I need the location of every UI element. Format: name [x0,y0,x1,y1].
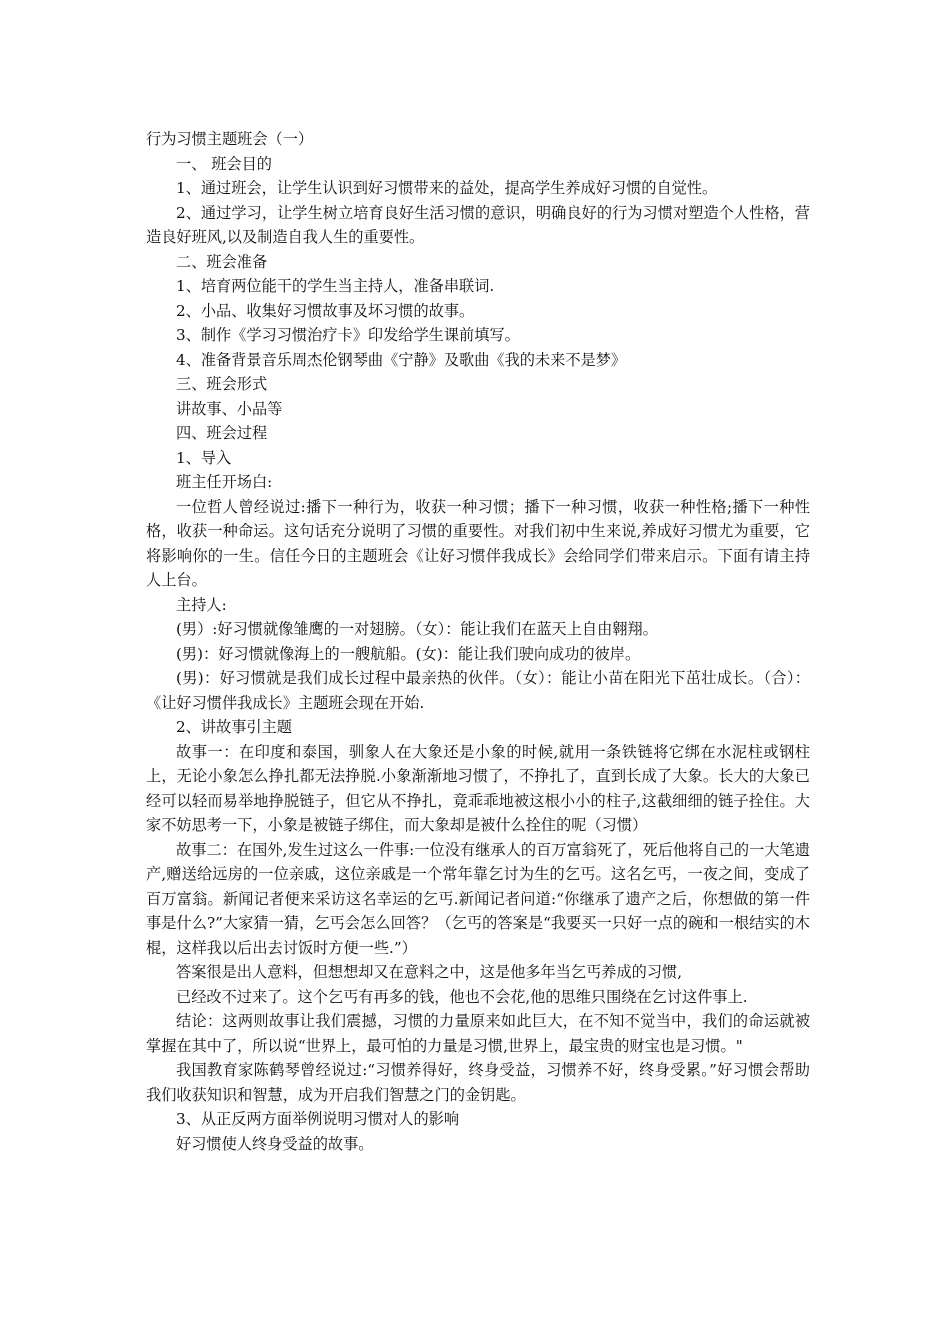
subheading-examples: 3、从正反两方面举例说明习惯对人的影响 [176,1110,460,1128]
paragraph: 3、制作《学习习惯治疗卡》印发给学生课前填写。 [176,326,520,344]
document-body [146,127,810,1156]
paragraph: 我国教育家陈鹤琴曾经说过:“习惯养得好，终身受益，习惯养不好，终身受累。”好习惯会帮助我们收获知识和智慧，成为开启我们智慧之门的金钥匙。 [146,1061,810,1104]
paragraph: 1、培育两位能干的学生当主持人，准备串联词. [176,277,495,295]
dialogue-line: (男)：好习惯就是我们成长过程中最亲热的伙伴。（女）：能让小苗在阳光下茁壮成长。（合）：《让好习惯伴我成长》主题班会现在开始. [146,669,810,712]
heading-format: 三、班会形式 [176,375,268,393]
heading-purpose: 一、 班会目的 [176,154,272,173]
paragraph: 主持人: [176,595,227,614]
paragraph: 4、准备背景音乐周杰伦钢琴曲《宁静》及歌曲《我的未来不是梦》 [176,350,627,369]
paragraph: 一位哲人曾经说过:播下一种行为，收获一种习惯；播下一种习惯，收获一种性格;播下一种性格，收获一种命运。这句话充分说明了习惯的重要性。对我们初中生来说,养成好习惯尤为重要，它将影响你的一生。信任今日的主题班会《让好习惯伴我成长》会给同学们带来启示。下面有请主持人上台。 [146,497,810,589]
paragraph: 讲故事、小品等 [176,399,283,418]
paragraph: 班主任开场白: [176,473,273,491]
conclusion: 结论：这两则故事让我们震撼，习惯的力量原来如此巨大，在不知不觉当中，我们的命运就被掌握在其中了，所以说“世界上，最可怕的力量是习惯,世界上，最宝贵的财宝也是习惯。" [146,1012,810,1055]
paragraph: 已经改不过来了。这个乞丐有再多的钱，他也不会花,他的思维只围绕在乞讨这件事上. [176,987,748,1006]
heading-preparation: 二、班会准备 [176,252,268,271]
subheading-intro: 1、导入 [176,448,232,467]
paragraph: 2、通过学习，让学生树立培育良好生活习惯的意识，明确良好的行为习惯对塑造个人性格，营造良好班风,以及制造自我人生的重要性。 [146,203,810,246]
dialogue-line: (男）:好习惯就像雏鹰的一对翅膀。（女）：能让我们在蓝天上自由翱翔。 [176,620,658,638]
paragraph: 2、小品、收集好习惯故事及坏习惯的故事。 [176,301,475,320]
story-two: 故事二：在国外,发生过这么一件事:一位没有继承人的百万富翁死了，死后他将自己的一大笔遗产,赠送给远房的一位亲戚，这位亲戚是一个常年靠乞讨为生的乞丐。这名乞丐，一夜之间，变成了百万富翁。新闻记者便来采访这名幸运的乞丐.新闻记者问道:“你继承了遗产之后，你想做的第一件事是什么?”大家猜一猜，乞丐会怎么回答？（乞丐的答案是“我要买一只好一点的碗和一根结实的木棍，这样我以后出去讨饭时方便一些.”） [146,840,810,957]
dialogue-line: (男)：好习惯就像海上的一艘航船。(女)：能让我们驶向成功的彼岸。 [176,644,641,663]
document-title: 行为习惯主题班会（一） [146,130,314,148]
paragraph: 好习惯使人终身受益的故事。 [176,1134,374,1153]
heading-process: 四、班会过程 [176,424,268,442]
subheading-stories: 2、讲故事引主题 [176,718,292,736]
paragraph: 答案很是出人意料，但想想却又在意料之中，这是他多年当乞丐养成的习惯, [176,963,683,981]
story-one: 故事一：在印度和泰国，驯象人在大象还是小象的时候,就用一条铁链将它绑在水泥柱或钢柱上，无论小象怎么挣扎都无法挣脱.小象渐渐地习惯了，不挣扎了，直到长成了大象。长大的大象已经可以轻而易举地挣脱链子，但它从不挣扎，竟乖乖地被这根小小的柱子,这截细细的链子拴住。大家不妨思考一下，小象是被链子绑住，而大象却是被什么拴住的呢（习惯） [146,742,810,834]
paragraph: 1、通过班会，让学生认识到好习惯带来的益处，提高学生养成好习惯的自觉性。 [176,179,718,197]
